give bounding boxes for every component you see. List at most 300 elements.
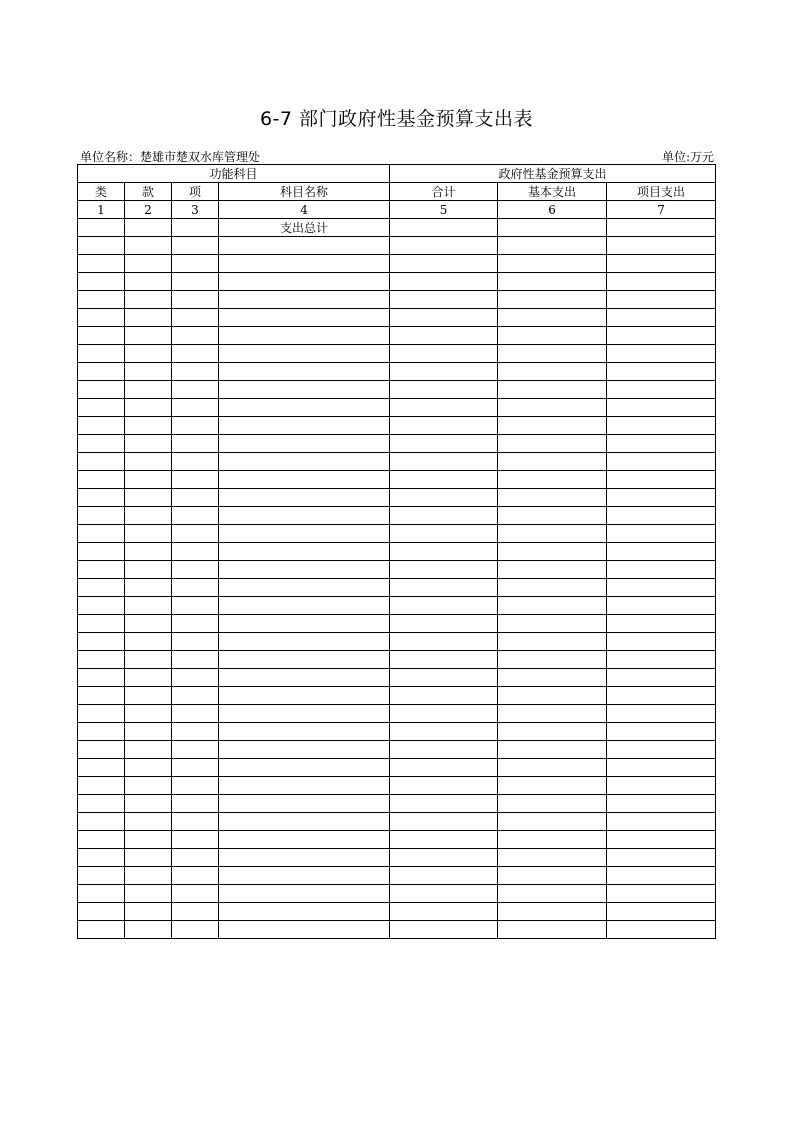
table-cell <box>172 561 219 579</box>
table-cell <box>607 237 716 255</box>
table-cell <box>607 489 716 507</box>
table-row <box>78 489 716 507</box>
table-cell <box>219 255 390 273</box>
table-cell <box>125 867 172 885</box>
table-cell <box>390 723 498 741</box>
table-cell <box>498 723 607 741</box>
table-cell <box>607 291 716 309</box>
table-cell <box>125 435 172 453</box>
table-cell <box>125 903 172 921</box>
table-cell <box>172 921 219 939</box>
table-cell <box>219 633 390 651</box>
table-cell <box>125 417 172 435</box>
table-cell <box>607 777 716 795</box>
table-cell <box>390 669 498 687</box>
table-cell <box>219 597 390 615</box>
table-cell <box>172 363 219 381</box>
table-cell <box>172 543 219 561</box>
table-cell <box>607 651 716 669</box>
table-cell <box>390 903 498 921</box>
table-cell <box>390 849 498 867</box>
table-cell <box>607 345 716 363</box>
table-cell <box>125 237 172 255</box>
table-cell <box>607 579 716 597</box>
table-cell <box>219 705 390 723</box>
table-cell <box>78 507 125 525</box>
table-cell <box>172 273 219 291</box>
table-row <box>78 381 716 399</box>
table-cell <box>607 561 716 579</box>
table-cell <box>498 813 607 831</box>
table-cell <box>125 399 172 417</box>
table-row <box>78 561 716 579</box>
table-cell <box>219 885 390 903</box>
table-cell <box>219 237 390 255</box>
table-cell <box>498 741 607 759</box>
table-cell <box>390 579 498 597</box>
table-cell <box>125 795 172 813</box>
col-header-total: 合计 <box>390 183 498 201</box>
table-cell <box>172 687 219 705</box>
table-cell <box>78 525 125 543</box>
total-label: 支出总计 <box>219 219 390 237</box>
table-cell <box>219 777 390 795</box>
table-row <box>78 705 716 723</box>
table-cell <box>125 651 172 669</box>
table-cell <box>498 489 607 507</box>
table-cell <box>498 507 607 525</box>
page-title: 6-7 部门政府性基金预算支出表 <box>259 108 534 130</box>
table-row <box>78 417 716 435</box>
table-cell <box>607 309 716 327</box>
table-cell <box>498 255 607 273</box>
table-cell <box>390 273 498 291</box>
table-cell <box>390 255 498 273</box>
table-cell <box>498 561 607 579</box>
table-cell <box>607 471 716 489</box>
table-cell <box>78 345 125 363</box>
table-cell <box>78 399 125 417</box>
table-cell <box>498 237 607 255</box>
col-number: 3 <box>172 201 219 219</box>
table-row <box>78 759 716 777</box>
table-cell <box>607 741 716 759</box>
table-cell <box>219 525 390 543</box>
table-cell <box>172 309 219 327</box>
table-cell <box>219 849 390 867</box>
table-cell <box>125 885 172 903</box>
table-cell <box>78 705 125 723</box>
table-row <box>78 543 716 561</box>
table-cell <box>172 633 219 651</box>
table-cell <box>125 273 172 291</box>
table-cell <box>78 471 125 489</box>
table-row <box>78 453 716 471</box>
table-cell <box>125 381 172 399</box>
table-cell <box>498 777 607 795</box>
table-cell <box>219 543 390 561</box>
table-cell <box>390 633 498 651</box>
table-cell <box>172 705 219 723</box>
table-cell <box>78 327 125 345</box>
table-cell <box>498 795 607 813</box>
col-header-kuan: 款 <box>125 183 172 201</box>
table-row <box>78 237 716 255</box>
table-row <box>78 399 716 417</box>
table-cell <box>219 921 390 939</box>
table-cell <box>78 255 125 273</box>
table-row <box>78 867 716 885</box>
table-cell <box>219 759 390 777</box>
table-cell <box>125 579 172 597</box>
table-cell <box>219 903 390 921</box>
table-cell <box>219 867 390 885</box>
table-cell <box>607 525 716 543</box>
table-cell <box>125 543 172 561</box>
table-cell <box>607 921 716 939</box>
table-cell <box>498 471 607 489</box>
col-header-xiang: 项 <box>172 183 219 201</box>
table-cell <box>125 723 172 741</box>
table-cell <box>607 759 716 777</box>
table-cell <box>219 453 390 471</box>
table-cell <box>498 327 607 345</box>
table-row <box>78 669 716 687</box>
table-cell <box>498 219 607 237</box>
column-number-row <box>78 201 716 219</box>
table-cell <box>78 651 125 669</box>
table-cell <box>172 579 219 597</box>
table-cell <box>390 363 498 381</box>
table-row <box>78 831 716 849</box>
table-cell <box>607 849 716 867</box>
table-cell <box>219 507 390 525</box>
table-cell <box>172 381 219 399</box>
table-cell <box>219 651 390 669</box>
table-cell <box>172 777 219 795</box>
table-cell <box>607 885 716 903</box>
table-cell <box>78 903 125 921</box>
table-cell <box>390 813 498 831</box>
table-cell <box>498 633 607 651</box>
table-cell <box>390 345 498 363</box>
table-cell <box>78 291 125 309</box>
table-cell <box>607 255 716 273</box>
table-cell <box>172 399 219 417</box>
table-row <box>78 813 716 831</box>
table-cell <box>172 327 219 345</box>
table-cell <box>219 615 390 633</box>
table-cell <box>607 903 716 921</box>
column-header-row <box>78 183 716 201</box>
table-cell <box>172 759 219 777</box>
table-cell <box>78 561 125 579</box>
table-cell <box>498 381 607 399</box>
table-cell <box>219 417 390 435</box>
table-row <box>78 597 716 615</box>
table-cell <box>390 435 498 453</box>
table-cell <box>390 543 498 561</box>
table-cell <box>607 705 716 723</box>
table-cell <box>219 309 390 327</box>
table-cell <box>172 291 219 309</box>
table-cell <box>390 705 498 723</box>
table-cell <box>607 435 716 453</box>
table-cell <box>498 759 607 777</box>
table-cell <box>172 255 219 273</box>
table-cell <box>390 525 498 543</box>
table-cell <box>219 435 390 453</box>
table-cell <box>390 291 498 309</box>
table-cell <box>125 471 172 489</box>
table-row <box>78 885 716 903</box>
table-cell <box>172 417 219 435</box>
table-cell <box>172 867 219 885</box>
table-row <box>78 327 716 345</box>
table-cell <box>172 471 219 489</box>
table-cell <box>607 723 716 741</box>
table-cell <box>219 813 390 831</box>
table-row <box>78 651 716 669</box>
table-cell <box>219 381 390 399</box>
table-cell <box>390 867 498 885</box>
table-cell <box>607 381 716 399</box>
table-cell <box>607 363 716 381</box>
table-row <box>78 345 716 363</box>
table-cell <box>607 399 716 417</box>
table-row <box>78 615 716 633</box>
table-row <box>78 633 716 651</box>
table-cell <box>219 831 390 849</box>
table-cell <box>390 453 498 471</box>
table-cell <box>390 777 498 795</box>
table-cell <box>172 849 219 867</box>
table-row <box>78 687 716 705</box>
table-cell <box>607 273 716 291</box>
table-cell <box>219 669 390 687</box>
table-cell <box>172 651 219 669</box>
unit-label: 单位:万元 <box>661 150 714 164</box>
table-cell <box>498 669 607 687</box>
col-header-project-expense: 项目支出 <box>607 183 716 201</box>
table-cell <box>498 903 607 921</box>
table-cell <box>390 309 498 327</box>
table-cell <box>125 615 172 633</box>
table-cell <box>219 489 390 507</box>
table-cell <box>78 813 125 831</box>
table-cell <box>125 921 172 939</box>
table-cell <box>125 345 172 363</box>
table-cell <box>607 867 716 885</box>
table-cell <box>172 903 219 921</box>
table-cell <box>390 489 498 507</box>
table-cell <box>390 561 498 579</box>
table-row <box>78 849 716 867</box>
table-cell <box>172 795 219 813</box>
table-cell <box>78 633 125 651</box>
table-cell <box>219 471 390 489</box>
table-cell <box>498 849 607 867</box>
table-cell <box>390 399 498 417</box>
table-cell <box>172 741 219 759</box>
table-cell <box>125 831 172 849</box>
table-row <box>78 255 716 273</box>
table-row <box>78 471 716 489</box>
table-cell <box>172 723 219 741</box>
table-cell <box>78 579 125 597</box>
unit-name: 单位名称：楚雄市楚双水库管理处 <box>80 150 261 164</box>
table-cell <box>172 597 219 615</box>
table-row <box>78 903 716 921</box>
table-cell <box>498 687 607 705</box>
table-cell <box>498 597 607 615</box>
table-cell <box>172 525 219 543</box>
table-cell <box>498 525 607 543</box>
table-cell <box>125 219 172 237</box>
table-row <box>78 363 716 381</box>
table-cell <box>78 435 125 453</box>
table-cell <box>78 777 125 795</box>
table-cell <box>78 867 125 885</box>
table-cell <box>172 669 219 687</box>
table-cell <box>390 759 498 777</box>
total-row <box>78 219 716 237</box>
table-cell <box>125 759 172 777</box>
table-cell <box>219 399 390 417</box>
table-cell <box>125 813 172 831</box>
table-cell <box>78 309 125 327</box>
table-cell <box>498 921 607 939</box>
table-cell <box>498 345 607 363</box>
table-cell <box>607 687 716 705</box>
table-cell <box>390 795 498 813</box>
table-cell <box>498 651 607 669</box>
table-cell <box>607 813 716 831</box>
table-cell <box>172 237 219 255</box>
col-number: 7 <box>607 201 716 219</box>
table-cell <box>172 813 219 831</box>
table-cell <box>219 723 390 741</box>
table-cell <box>78 759 125 777</box>
table-cell <box>498 705 607 723</box>
table-cell <box>498 309 607 327</box>
group-header-row <box>78 165 716 183</box>
table-cell <box>607 795 716 813</box>
table-cell <box>78 831 125 849</box>
table-row <box>78 921 716 939</box>
table-row <box>78 795 716 813</box>
table-cell <box>390 885 498 903</box>
table-cell <box>498 399 607 417</box>
table-cell <box>390 219 498 237</box>
col-number: 4 <box>219 201 390 219</box>
table-cell <box>78 597 125 615</box>
table-cell <box>125 507 172 525</box>
table-cell <box>498 867 607 885</box>
table-cell <box>78 669 125 687</box>
group-budget-header: 政府性基金预算支出 <box>390 165 716 183</box>
table-cell <box>498 363 607 381</box>
table-cell <box>390 327 498 345</box>
table-cell <box>219 579 390 597</box>
table-cell <box>219 327 390 345</box>
col-header-subject-name: 科目名称 <box>219 183 390 201</box>
table-cell <box>78 453 125 471</box>
col-number: 5 <box>390 201 498 219</box>
table-cell <box>125 309 172 327</box>
table-cell <box>78 417 125 435</box>
table-cell <box>125 687 172 705</box>
table-cell <box>172 489 219 507</box>
budget-table <box>77 164 716 939</box>
table-cell <box>498 543 607 561</box>
table-cell <box>498 579 607 597</box>
table-cell <box>78 363 125 381</box>
table-cell <box>219 273 390 291</box>
table-cell <box>125 705 172 723</box>
table-cell <box>607 219 716 237</box>
table-cell <box>172 507 219 525</box>
table-cell <box>498 831 607 849</box>
table-cell <box>78 489 125 507</box>
table-cell <box>607 453 716 471</box>
table-cell <box>390 921 498 939</box>
table-row <box>78 777 716 795</box>
table-cell <box>78 543 125 561</box>
table-cell <box>390 507 498 525</box>
table-row <box>78 273 716 291</box>
table-cell <box>390 471 498 489</box>
table-cell <box>125 597 172 615</box>
table-cell <box>607 669 716 687</box>
table-cell <box>498 453 607 471</box>
table-cell <box>125 561 172 579</box>
table-cell <box>390 381 498 399</box>
table-cell <box>78 237 125 255</box>
table-row <box>78 435 716 453</box>
table-cell <box>390 687 498 705</box>
table-cell <box>498 435 607 453</box>
table-cell <box>390 597 498 615</box>
table-cell <box>219 561 390 579</box>
table-cell <box>78 741 125 759</box>
table-cell <box>498 615 607 633</box>
table-cell <box>607 831 716 849</box>
table-cell <box>125 633 172 651</box>
table-cell <box>125 669 172 687</box>
table-cell <box>607 615 716 633</box>
group-function-header: 功能科目 <box>78 165 390 183</box>
table-row <box>78 579 716 597</box>
table-cell <box>607 507 716 525</box>
table-row <box>78 723 716 741</box>
table-cell <box>78 381 125 399</box>
table-cell <box>125 489 172 507</box>
table-cell <box>125 741 172 759</box>
table-cell <box>390 741 498 759</box>
table-cell <box>125 363 172 381</box>
col-number: 6 <box>498 201 607 219</box>
table-cell <box>219 795 390 813</box>
table-cell <box>607 327 716 345</box>
table-cell <box>219 741 390 759</box>
col-header-basic-expense: 基本支出 <box>498 183 607 201</box>
table-cell <box>172 219 219 237</box>
table-cell <box>498 273 607 291</box>
table-cell <box>78 723 125 741</box>
table-cell <box>172 453 219 471</box>
table-cell <box>390 237 498 255</box>
